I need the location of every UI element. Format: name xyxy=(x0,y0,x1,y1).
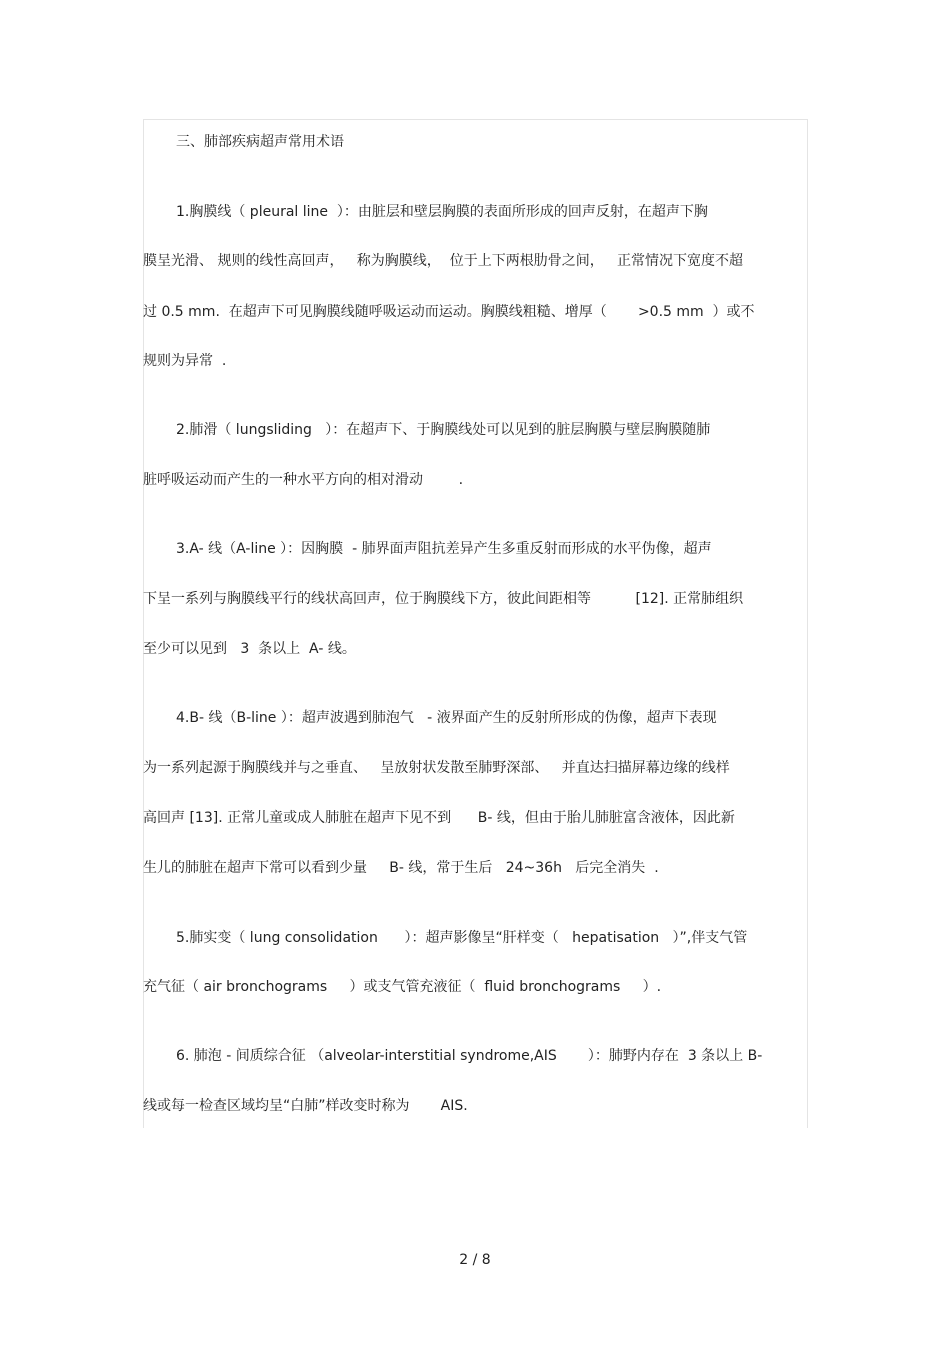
term-4-line-1: 4.B- 线（B-line ）：超声波遇到肺泡气 - 液界面产生的反射所形成的伪像，超声下表现 xyxy=(176,710,717,726)
term-6-line-1: 6. 肺泡 - 间质综合征 （alveolar-interstitial syndrome,AIS ）：肺野内存在 3 条以上 B- xyxy=(176,1048,763,1064)
term-4-line-2: 为一系列起源于胸膜线并与之垂直、 呈放射状发散至肺野深部、 并直达扫描屏幕边缘的线样 xyxy=(143,760,730,776)
term-4-line-4: 生儿的肺脏在超声下常可以看到少量 B- 线，常于生后 24~36h 后完全消失 . xyxy=(143,860,659,876)
term-4-line-3: 高回声 [13]. 正常儿童或成人肺脏在超声下见不到 B- 线，但由于胎儿肺脏富含液体，因此新 xyxy=(143,810,735,826)
term-1-line-3: 过 0.5 mm. 在超声下可见胸膜线随呼吸运动而运动。胸膜线粗糙、增厚（ >0.5 mm ）或不 xyxy=(143,304,755,320)
section-heading: 三、肺部疾病超声常用术语 xyxy=(176,134,344,150)
term-5-line-2: 充气征（ air bronchograms ）或支气管充液征（ fluid bronchograms ）. xyxy=(143,979,662,995)
term-2-line-2: 脏呼吸运动而产生的一种水平方向的相对滑动 . xyxy=(143,472,464,488)
page-frame xyxy=(143,119,808,1128)
term-3-line-2: 下呈一系列与胸膜线平行的线状高回声，位于胸膜线下方，彼此间距相等 [12]. 正常肺组织 xyxy=(143,591,744,607)
term-6-line-2: 线或每一检查区域均呈“白肺”样改变时称为 AIS. xyxy=(143,1098,468,1114)
page-number: 2 / 8 xyxy=(459,1252,491,1268)
term-3-line-3: 至少可以见到 3 条以上 A- 线。 xyxy=(143,641,356,657)
term-1-line-4: 规则为异常 . xyxy=(143,353,227,369)
term-1-line-1: 1.胸膜线（ pleural line ）：由脏层和壁层胸膜的表面所形成的回声反射，在超声下胸 xyxy=(176,204,708,220)
term-5-line-1: 5.肺实变（ lung consolidation ）：超声影像呈“肝样变（ hepatisation ）”,伴支气管 xyxy=(176,930,748,946)
term-1-line-2: 膜呈光滑、 规则的线性高回声， 称为胸膜线， 位于上下两根肋骨之间， 正常情况下宽度不超 xyxy=(143,253,744,269)
term-2-line-1: 2.肺滑（ lungsliding ）：在超声下、于胸膜线处可以见到的脏层胸膜与壁层胸膜随肺 xyxy=(176,422,711,438)
term-3-line-1: 3.A- 线（A-line ）：因胸膜 - 肺界面声阻抗差异产生多重反射而形成的水平伪像，超声 xyxy=(176,541,712,557)
